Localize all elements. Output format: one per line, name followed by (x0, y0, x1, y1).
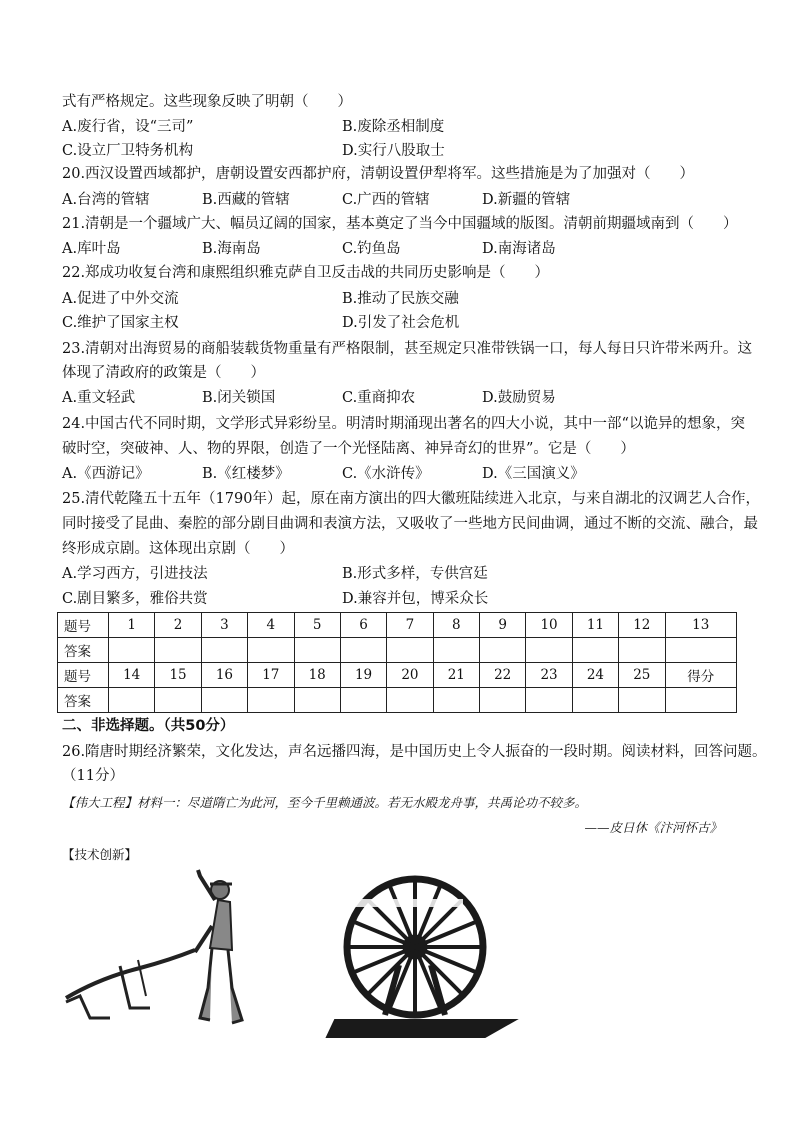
table-row (58, 688, 737, 713)
q25-stem-line1: 25.清代乾隆五十五年（1790年）起，原在南方演出的四大徽班陆续进入北京，与来自湖北的汉调艺人合作， (62, 491, 760, 507)
answer-cell[interactable] (340, 638, 386, 663)
q25-option-c[interactable]: C.剧目繁多，雅俗共赏 (62, 591, 208, 607)
answer-cell[interactable] (526, 688, 572, 713)
question-number-cell: 25 (619, 663, 665, 688)
q20-option-a[interactable]: A.台湾的管辖 (62, 192, 150, 208)
answer-cell[interactable] (109, 638, 155, 663)
q19-option-b[interactable]: B.废除丞相制度 (342, 119, 445, 135)
answer-cell[interactable] (387, 688, 433, 713)
q20-stem: 20.西汉设置西域都护，唐朝设置安西都护府，清朝设置伊犁将军。这些措施是为了加强对（ ） (62, 166, 695, 182)
score-cell[interactable] (665, 688, 737, 713)
table-row-label: 答案 (58, 688, 109, 713)
section-heading: 二、非选择题。（共50分） (62, 718, 235, 734)
q20-option-b[interactable]: B.西藏的管辖 (202, 192, 290, 208)
q22-option-a[interactable]: A.促进了中外交流 (62, 291, 179, 307)
answer-cell[interactable] (480, 638, 526, 663)
table-row (58, 638, 737, 663)
answer-cell[interactable] (248, 638, 294, 663)
answer-cell[interactable] (433, 638, 479, 663)
answer-cell[interactable] (294, 638, 340, 663)
q25-option-b[interactable]: B.形式多样，专供宫廷 (342, 566, 488, 582)
answer-cell[interactable] (665, 638, 737, 663)
answer-cell[interactable] (480, 688, 526, 713)
question-number-cell: 5 (294, 613, 340, 638)
q21-option-d[interactable]: D.南海诸岛 (482, 241, 556, 257)
q24-option-d[interactable]: D.《三国演义》 (482, 466, 585, 482)
q22-option-b[interactable]: B.推动了民族交融 (342, 291, 459, 307)
answer-cell[interactable] (109, 688, 155, 713)
q21-option-a[interactable]: A.库叶岛 (62, 241, 121, 257)
answer-cell[interactable] (572, 638, 618, 663)
material-one-source: ——皮日休《汴河怀古》 (584, 820, 722, 835)
material-two-heading: 【技术创新】 (62, 847, 138, 862)
table-row (58, 613, 737, 638)
question-number-cell: 13 (665, 613, 737, 638)
question-number-cell: 6 (340, 613, 386, 638)
question-number-cell: 15 (155, 663, 201, 688)
q26-stem-line1: 26.隋唐时期经济繁荣，文化发达，声名远播四海，是中国历史上令人振奋的一段时期。阅读材料，回答问题。 (62, 744, 767, 760)
question-number-cell: 20 (387, 663, 433, 688)
question-number-cell: 23 (526, 663, 572, 688)
question-number-cell: 4 (248, 613, 294, 638)
answer-cell[interactable] (526, 638, 572, 663)
q19-option-d[interactable]: D.实行八股取士 (342, 143, 445, 159)
q23-option-a[interactable]: A.重文轻武 (62, 390, 136, 406)
q19-option-a[interactable]: A.废行省，设“三司” (62, 119, 194, 135)
question-number-cell: 21 (433, 663, 479, 688)
answer-cell[interactable] (201, 688, 247, 713)
plough-illustration (60, 868, 260, 1033)
q25-stem-line3: 终形成京剧。这体现出京剧（ ） (62, 541, 294, 557)
question-number-cell: 9 (480, 613, 526, 638)
question-number-cell: 14 (109, 663, 155, 688)
question-number-cell: 7 (387, 613, 433, 638)
q22-stem: 22.郑成功收复台湾和康熙组织雅克萨自卫反击战的共同历史影响是（ ） (62, 265, 550, 281)
q24-option-c[interactable]: C.《水浒传》 (342, 466, 430, 482)
answer-cell[interactable] (155, 638, 201, 663)
q25-option-a[interactable]: A.学习西方，引进技法 (62, 566, 208, 582)
question-number-cell: 24 (572, 663, 618, 688)
q21-stem: 21.清朝是一个疆域广大、幅员辽阔的国家，基本奠定了当今中国疆域的版图。清朝前期疆域南到（ ） (62, 216, 738, 232)
q21-option-b[interactable]: B.海南岛 (202, 241, 261, 257)
material-one: 【伟大工程】材料一：尽道隋亡为此河，至今千里赖通波。若无水殿龙舟事，共禹论功不较多。 (62, 795, 588, 810)
table-row-label: 答案 (58, 638, 109, 663)
answer-cell[interactable] (387, 638, 433, 663)
question-number-cell: 12 (619, 613, 665, 638)
table-row (58, 663, 737, 688)
q23-option-b[interactable]: B.闭关锁国 (202, 390, 276, 406)
q23-stem-line2: 体现了清政府的政策是（ ） (62, 365, 265, 381)
question-number-cell: 17 (248, 663, 294, 688)
answer-cell[interactable] (340, 688, 386, 713)
answer-cell[interactable] (201, 638, 247, 663)
q24-option-b[interactable]: B.《红楼梦》 (202, 466, 290, 482)
question-number-cell: 22 (480, 663, 526, 688)
q20-option-d[interactable]: D.新疆的管辖 (482, 192, 571, 208)
answer-cell[interactable] (572, 688, 618, 713)
question-number-cell: 19 (340, 663, 386, 688)
answer-cell[interactable] (619, 638, 665, 663)
q20-option-c[interactable]: C.广西的管辖 (342, 192, 430, 208)
answer-table (57, 612, 737, 713)
question-number-cell: 16 (201, 663, 247, 688)
score-header-cell: 得分 (665, 663, 737, 688)
answer-cell[interactable] (294, 688, 340, 713)
water-wheel-illustration (325, 865, 535, 1040)
answer-cell[interactable] (619, 688, 665, 713)
q24-stem-line2: 破时空，突破神、人、物的界限，创造了一个光怪陆离、神异奇幻的世界”。它是（ ） (62, 441, 635, 457)
question-number-cell: 11 (572, 613, 618, 638)
answer-cell[interactable] (155, 688, 201, 713)
question-number-cell: 2 (155, 613, 201, 638)
answer-cell[interactable] (248, 688, 294, 713)
q25-option-d[interactable]: D.兼容并包，博采众长 (342, 591, 489, 607)
question-number-cell: 8 (433, 613, 479, 638)
q23-option-d[interactable]: D.鼓励贸易 (482, 390, 556, 406)
q21-option-c[interactable]: C.钓鱼岛 (342, 241, 401, 257)
q23-option-c[interactable]: C.重商抑农 (342, 390, 416, 406)
q25-stem-line2: 同时接受了昆曲、秦腔的部分剧目曲调和表演方法，又吸收了一些地方民间曲调，通过不断的交流、融合，最 (62, 516, 758, 532)
answer-cell[interactable] (433, 688, 479, 713)
question-number-cell: 10 (526, 613, 572, 638)
question-number-cell: 18 (294, 663, 340, 688)
q26-stem-line2: （11分） (62, 768, 124, 784)
question-number-cell: 1 (109, 613, 155, 638)
q19-stem: 式有严格规定。这些现象反映了明朝（ ） (62, 94, 352, 110)
q23-stem-line1: 23.清朝对出海贸易的商船装载货物重量有严格限制，甚至规定只准带铁锅一口，每人每日只许带米两升。这 (62, 341, 753, 357)
q22-option-d[interactable]: D.引发了社会危机 (342, 315, 460, 331)
q24-stem-line1: 24.中国古代不同时期，文学形式异彩纷呈。明清时期涌现出著名的四大小说，其中一部“以诡异的想象，突 (62, 416, 745, 432)
table-row-label: 题号 (58, 613, 109, 638)
q24-option-a[interactable]: A.《西游记》 (62, 466, 150, 482)
q19-option-c[interactable]: C.设立厂卫特务机构 (62, 143, 194, 159)
table-row-label: 题号 (58, 663, 109, 688)
question-number-cell: 3 (201, 613, 247, 638)
q22-option-c[interactable]: C.维护了国家主权 (62, 315, 179, 331)
